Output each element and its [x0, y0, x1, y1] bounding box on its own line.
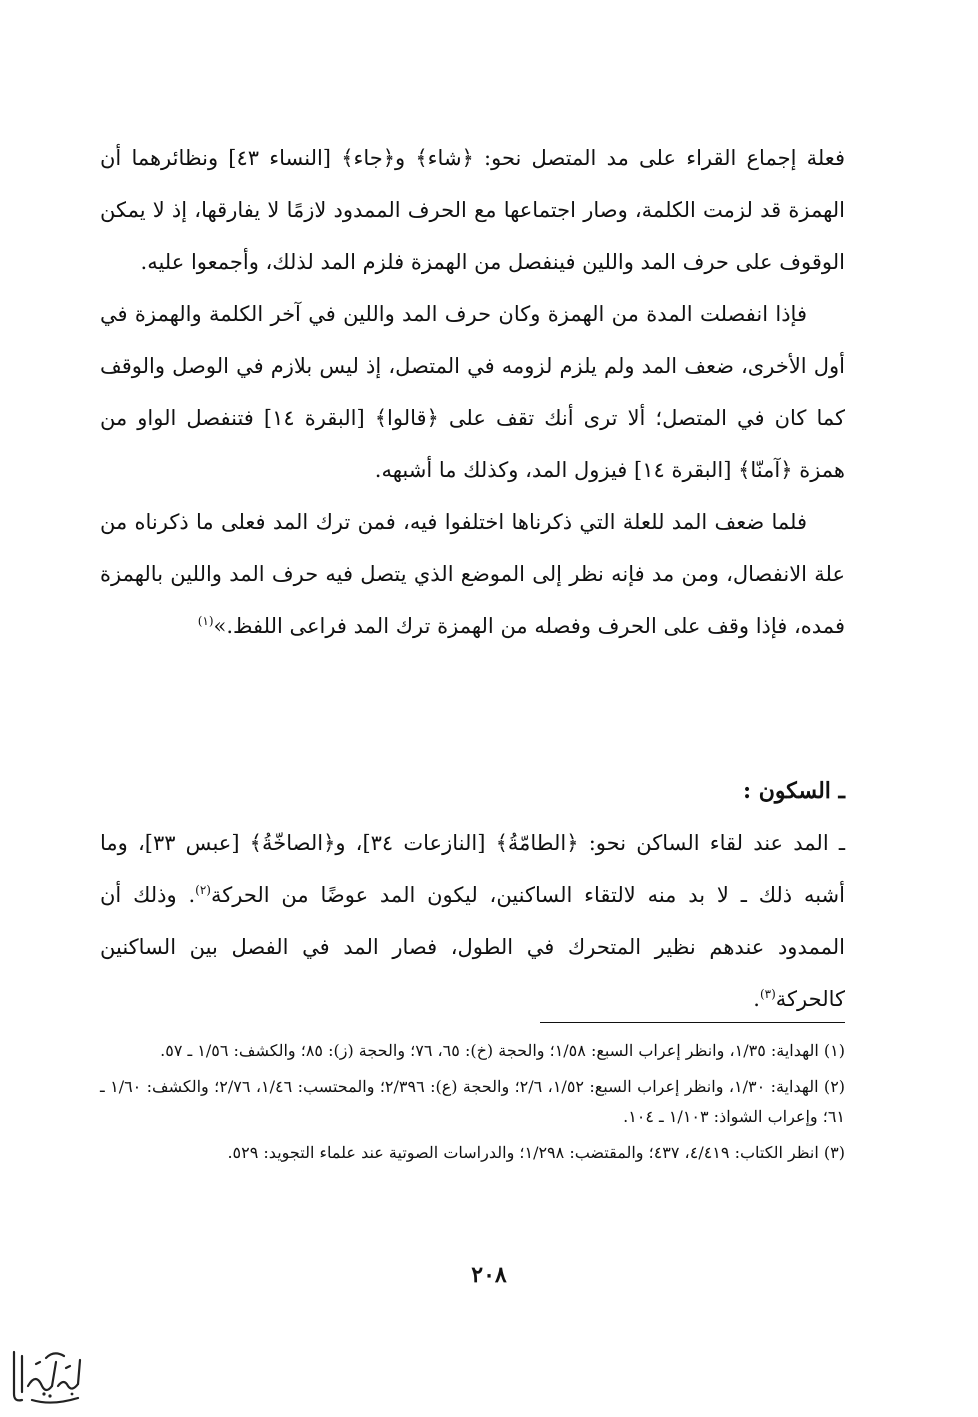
- section-paragraph: [100, 817, 845, 1025]
- paragraph-3: [100, 496, 845, 652]
- footnote-1: (١) الهداية: ١/٣٥، وانظر إعراب السبع: ١/٥٨؛ والحجة (خ): ٦٥، ٧٦؛ والحجة (ز): ٨٥؛ والكشف: ١/٥٦ ـ ٥٧.: [160, 1041, 845, 1060]
- footnote-3: (٣) انظر الكتاب: ٤/٤١٩، ٤٣٧؛ والمقتضب: ١/٢٩٨؛ والدراسات الصوتية عند علماء التجويد: ٥٢٩.: [227, 1143, 845, 1162]
- main-text: [100, 132, 845, 652]
- footnote-ref-2: (٢): [195, 883, 211, 897]
- footnote-ref-3: (٣): [759, 987, 776, 1001]
- section-text-part-3: .: [753, 987, 760, 1011]
- section-heading: ـ السكون :: [743, 778, 845, 804]
- section-body: [100, 817, 845, 1025]
- footnote-separator: [540, 1022, 845, 1023]
- section-text-part-2: . وذلك أن الممدود عندهم نظير المتحرك في الطول، فصار المد في الفصل بين الساكنين كالحركة: [100, 883, 845, 1011]
- footnote-ref-1: (١): [197, 614, 214, 628]
- footnotes: [100, 1036, 845, 1174]
- footnote-2: (٢) الهداية: ١/٣٠، وانظر إعراب السبع: ١/٥٢، ٢/٦؛ والحجة (ع): ٢/٣٩٦؛ والمحتسب: ١/٤٦، ٢/٧٦؛ والكشف: ١/٦٠ ـ ٦١؛ وإعراب الشواذ: ١/١٠٣ ـ ١٠٤.: [100, 1077, 846, 1126]
- section-text-part-1: ـ المد عند لقاء الساكن نحو: ﴿الطامّةُ﴾ [النازعات ٣٤]، و﴿الصاخّةُ﴾ [عبس ٣٣]، وما أشبه ذلك ـ لا بد منه لالتقاء الساكنين، ليكون المد عوضًا من الحركة: [100, 831, 845, 907]
- paragraph-1: فعلة إجماع القراء على مد المتصل نحو: ﴿شاء﴾ و﴿جاء﴾ [النساء ٤٣] ونظائرهما أن الهمزة قد لزمت الكلمة، وصار اجتماعها مع الحرف الممدود لازمًا لا يفارقها، إذ لا يمكن الوقوف على حرف المد واللين فينفصل من الهمزة فلزم المد لذلك، وأجمعوا عليه.: [100, 146, 845, 274]
- paragraph-2: فإذا انفصلت المدة من الهمزة وكان حرف المد واللين في آخر الكلمة والهمزة في أول الأخرى، ضعف المد ولم يلزم لزومه في المتصل، إذ ليس بلازم في الوصل والوقف كما كان في المتصل؛ ألا ترى أنك تقف على ﴿قالوا﴾ [البقرة ١٤] فتنفصل الواو من همزة ﴿آمنّا﴾ [البقرة ١٤] فيزول المد، وكذلك ما أشبهه.: [100, 302, 845, 482]
- publisher-watermark-logo: [6, 1342, 92, 1410]
- paragraph-3-text: فلما ضعف المد للعلة التي ذكرناها اختلفوا فيه، فمن ترك المد فعلى ما ذكرناه من علة الانفصال، ومن مد فإنه نظر إلى الموضع الذي يتصل فيه حرف المد واللين بالهمزة فمده، فإذا وقف على الحرف وفصله من الهمزة ترك المد فراعى اللفظ.»: [100, 510, 845, 638]
- page-number: ٢٠٨: [471, 1262, 507, 1288]
